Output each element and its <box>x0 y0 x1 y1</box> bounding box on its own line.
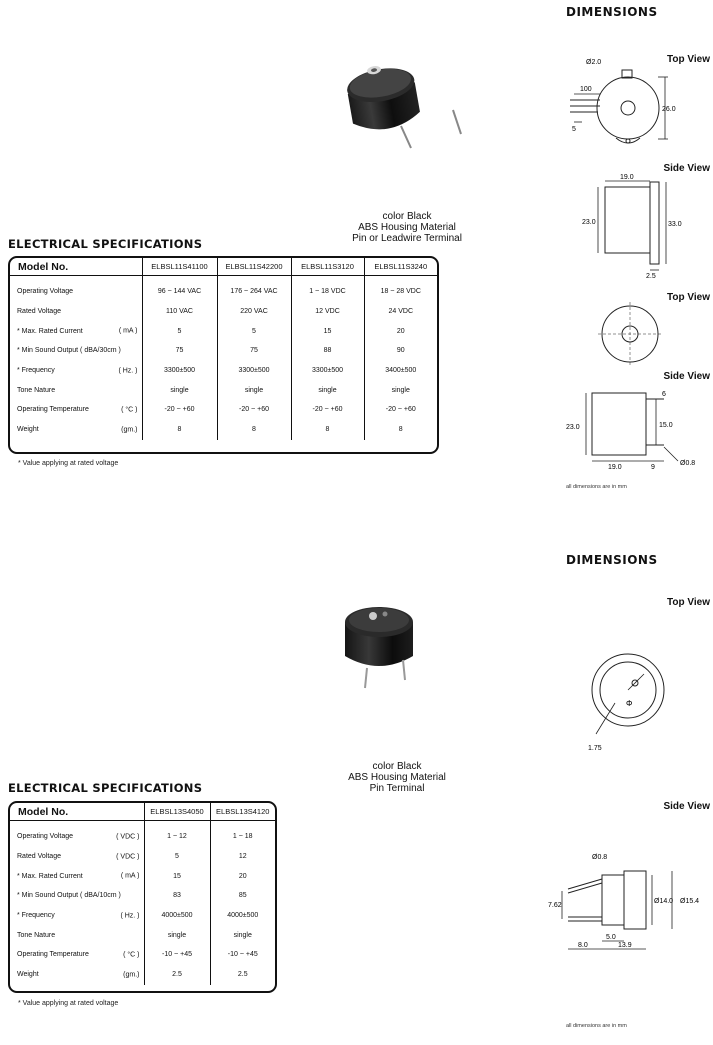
table-row <box>10 380 437 400</box>
value-cell: single <box>144 925 210 945</box>
param-label: * Min Sound Output ( dBA/10cm ) <box>17 892 121 900</box>
value-cell: 96 ~ 144 VAC <box>142 282 217 302</box>
caption-color: color Black <box>382 211 432 222</box>
table-row <box>10 341 437 361</box>
side-view-label: Side View <box>663 163 710 174</box>
rated-voltage-note-1: * Value applying at rated voltage <box>18 460 119 467</box>
rated-voltage-note-2: * Value applying at rated voltage <box>18 1000 119 1007</box>
param-cell <box>10 321 142 341</box>
top-view-label: Top View <box>667 292 710 303</box>
param-unit: ( mA ) <box>120 872 140 880</box>
table-row <box>10 282 437 302</box>
param-label: Operating Voltage <box>17 288 74 296</box>
side-view-label: Side View <box>663 371 710 382</box>
dim-label: 19.0 <box>620 174 634 181</box>
dim-label: Ø15.4 <box>680 898 700 905</box>
value-cell: 90 <box>364 341 437 361</box>
side-view-label: Side View <box>663 801 710 812</box>
value-cell: 3300±500 <box>142 361 217 381</box>
param-label: Rated Voltage <box>17 308 61 316</box>
param-cell <box>10 827 144 847</box>
dim-label: 5 <box>572 126 576 133</box>
top-view-label: Top View <box>667 54 710 65</box>
value-cell: 88 <box>291 341 364 361</box>
model-header: ELBSL11S42200 <box>217 258 291 276</box>
side-view-drawing-1 <box>580 172 690 280</box>
value-cell: 1 ~ 18 VDC <box>291 282 364 302</box>
dim-label: 8.0 <box>578 942 588 949</box>
spec-table-2-grid <box>10 803 275 985</box>
top-view-drawing-1 <box>560 56 690 152</box>
dim-label: Ø0.8 <box>680 460 696 467</box>
dimensions-note-2: all dimensions are in mm <box>566 1023 627 1029</box>
value-cell: 8 <box>217 420 291 440</box>
dim-label: 9 <box>651 464 655 471</box>
dim-label: Ø2.0 <box>586 59 602 66</box>
caption-2 <box>312 761 482 794</box>
param-label: Tone Nature <box>17 931 56 939</box>
param-label: * Min Sound Output ( dBA/30cm ) <box>17 347 121 355</box>
value-cell: 85 <box>210 886 275 906</box>
param-label: Operating Temperature <box>17 951 89 959</box>
dim-label: 5.0 <box>606 934 616 941</box>
dim-label: 100 <box>580 86 592 93</box>
value-cell: 3300±500 <box>291 361 364 381</box>
model-no-header: Model No. <box>10 258 142 276</box>
model-header: ELBSL11S3240 <box>364 258 437 276</box>
spec-heading-1: ELECTRICAL SPECIFICATIONS <box>8 237 203 251</box>
table-row <box>10 945 275 965</box>
value-cell: single <box>217 380 291 400</box>
value-cell: -20 ~ +60 <box>364 400 437 420</box>
side-view-drawing-3 <box>548 845 713 955</box>
value-cell: 5 <box>217 321 291 341</box>
table-row <box>10 400 437 420</box>
param-label: * Frequency <box>17 912 55 920</box>
param-unit: ( °C ) <box>121 406 138 414</box>
param-label: Operating Voltage <box>17 833 74 841</box>
caption-material: ABS Housing Material <box>358 222 456 233</box>
value-cell: 1 ~ 18 <box>210 827 275 847</box>
dim-label: 19.0 <box>608 464 622 471</box>
param-label: Tone Nature <box>17 386 56 394</box>
param-unit: ( VDC ) <box>116 853 140 861</box>
param-cell <box>10 866 144 886</box>
dimensions-heading-2: DIMENSIONS <box>566 553 658 567</box>
value-cell: -20 ~ +60 <box>291 400 364 420</box>
param-label: Operating Temperature <box>17 406 89 414</box>
value-cell: 75 <box>217 341 291 361</box>
value-cell: 176 ~ 264 VAC <box>217 282 291 302</box>
table-row <box>10 420 437 440</box>
value-cell: 24 VDC <box>364 302 437 322</box>
top-view-drawing-2 <box>590 298 670 370</box>
dim-label: 13.9 <box>618 942 632 949</box>
caption-material: ABS Housing Material <box>348 772 446 783</box>
table-row <box>10 827 275 847</box>
buzzer-photo-1 <box>335 38 475 150</box>
param-unit: ( °C ) <box>123 951 140 959</box>
value-cell: 2.5 <box>144 965 210 985</box>
value-cell: 4000±500 <box>144 906 210 926</box>
dim-label: 15.0 <box>659 422 673 429</box>
param-cell <box>10 302 142 322</box>
spec-table-2 <box>8 801 277 993</box>
param-unit: ( Hz. ) <box>120 912 140 920</box>
param-unit: ( VDC ) <box>116 833 140 841</box>
model-no-header: Model No. <box>10 803 144 821</box>
value-cell: 8 <box>142 420 217 440</box>
param-label: * Max. Rated Current <box>17 872 83 880</box>
param-cell <box>10 847 144 867</box>
table-row <box>10 965 275 985</box>
value-cell: 5 <box>142 321 217 341</box>
value-cell: 2.5 <box>210 965 275 985</box>
value-cell: 1 ~ 12 <box>144 827 210 847</box>
phi-symbol: Φ <box>626 699 633 708</box>
dim-label: Ø0.8 <box>592 854 608 861</box>
value-cell: 3300±500 <box>217 361 291 381</box>
value-cell: 18 ~ 28 VDC <box>364 282 437 302</box>
param-label: Rated Voltage <box>17 853 61 861</box>
dim-label: 1.75 <box>588 745 602 752</box>
caption-color: color Black <box>372 761 422 772</box>
value-cell: 220 VAC <box>217 302 291 322</box>
value-cell: 110 VAC <box>142 302 217 322</box>
model-header: ELBSL13S4120 <box>210 803 275 821</box>
param-cell <box>10 420 142 440</box>
dim-label: 26.0 <box>662 106 676 113</box>
side-view-drawing-2 <box>564 385 713 471</box>
param-label: * Max. Rated Current <box>17 327 83 335</box>
param-label: Weight <box>17 426 39 434</box>
dimensions-note-1: all dimensions are in mm <box>566 484 627 490</box>
caption-1 <box>322 211 492 244</box>
value-cell: 4000±500 <box>210 906 275 926</box>
top-view-label: Top View <box>667 597 710 608</box>
param-cell <box>10 282 142 302</box>
param-unit: ( mA ) <box>118 327 138 335</box>
spec-table-1-grid <box>10 258 437 440</box>
param-label: Weight <box>17 971 39 979</box>
value-cell: 15 <box>144 866 210 886</box>
value-cell: single <box>364 380 437 400</box>
dim-label: 33.0 <box>668 221 682 228</box>
buzzer-photo-2 <box>335 580 445 690</box>
table-row <box>10 886 275 906</box>
dim-label: Ø14.0 <box>654 898 674 905</box>
param-cell <box>10 925 144 945</box>
dim-label: 7.62 <box>548 902 562 909</box>
value-cell: 83 <box>144 886 210 906</box>
param-cell <box>10 965 144 985</box>
param-cell <box>10 361 142 381</box>
table-row <box>10 925 275 945</box>
param-cell <box>10 400 142 420</box>
value-cell: 12 VDC <box>291 302 364 322</box>
param-label: * Frequency <box>17 367 55 375</box>
caption-terminal: Pin or Leadwire Terminal <box>352 233 462 244</box>
value-cell: single <box>210 925 275 945</box>
param-cell <box>10 341 142 361</box>
model-header: ELBSL13S4050 <box>144 803 210 821</box>
value-cell: -10 ~ +45 <box>210 945 275 965</box>
table-row <box>10 847 275 867</box>
value-cell: -10 ~ +45 <box>144 945 210 965</box>
table-row <box>10 361 437 381</box>
spec-heading-2: ELECTRICAL SPECIFICATIONS <box>8 781 203 795</box>
dimensions-heading-1: DIMENSIONS <box>566 5 658 19</box>
model-header: ELBSL11S41100 <box>142 258 217 276</box>
model-header: ELBSL11S3120 <box>291 258 364 276</box>
value-cell: single <box>291 380 364 400</box>
param-cell <box>10 380 142 400</box>
dim-label: 23.0 <box>582 219 596 226</box>
value-cell: 20 <box>364 321 437 341</box>
param-cell <box>10 906 144 926</box>
value-cell: 3400±500 <box>364 361 437 381</box>
value-cell: 12 <box>210 847 275 867</box>
value-cell: -20 ~ +60 <box>217 400 291 420</box>
value-cell: -20 ~ +60 <box>142 400 217 420</box>
dim-label: 6 <box>662 391 666 398</box>
param-unit: (gm.) <box>123 971 140 979</box>
top-view-drawing-3 <box>580 648 670 754</box>
dim-label: 23.0 <box>566 424 580 431</box>
value-cell: 5 <box>144 847 210 867</box>
table-row <box>10 302 437 322</box>
param-unit: (gm.) <box>121 426 138 434</box>
value-cell: single <box>142 380 217 400</box>
table-row <box>10 321 437 341</box>
value-cell: 8 <box>291 420 364 440</box>
caption-terminal: Pin Terminal <box>369 783 425 794</box>
value-cell: 20 <box>210 866 275 886</box>
param-cell <box>10 945 144 965</box>
value-cell: 15 <box>291 321 364 341</box>
value-cell: 8 <box>364 420 437 440</box>
spec-table-1 <box>8 256 439 454</box>
value-cell: 75 <box>142 341 217 361</box>
table-row <box>10 866 275 886</box>
param-unit: ( Hz. ) <box>118 367 138 375</box>
table-row <box>10 906 275 926</box>
param-cell <box>10 886 144 906</box>
dim-label: 2.5 <box>646 273 656 280</box>
